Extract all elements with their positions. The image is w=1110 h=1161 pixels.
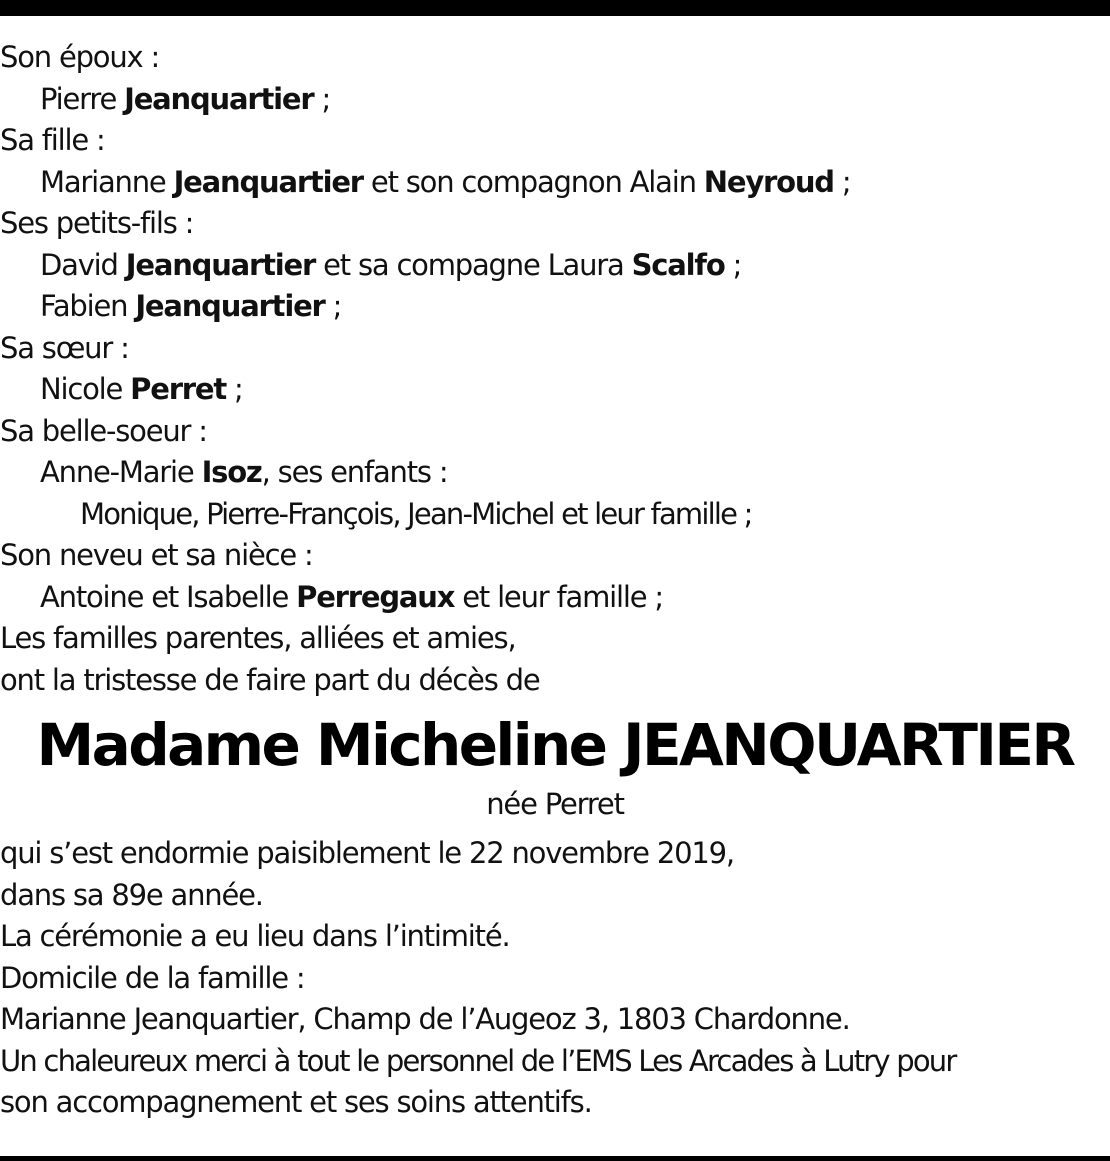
surname: Scalfo xyxy=(631,247,725,282)
closing-line: Un chaleureux merci à tout le personnel de l’EMS Les Arcades à Lutry pour xyxy=(0,1043,956,1078)
surname: Perret xyxy=(130,372,227,406)
closing-line: La cérémonie a eu lieu dans l’intimité. xyxy=(0,919,510,953)
surname: Jeanquartier xyxy=(125,247,316,282)
survivor-line: Nicole Perret ; xyxy=(40,372,243,406)
survivor-line: Pierre Jeanquartier ; xyxy=(40,81,331,116)
surname: Jeanquartier xyxy=(135,289,325,323)
closing-line: dans sa 89e année. xyxy=(0,877,263,912)
survivor-line: Anne-Marie Isoz, ses enfants : xyxy=(40,455,448,489)
relation-heading: Sa belle-soeur : xyxy=(0,413,207,448)
closing-line: Domicile de la famille : xyxy=(0,960,305,995)
surname: Perregaux xyxy=(296,579,455,614)
bottom-rule xyxy=(0,1156,1110,1161)
announcement-line: ont la tristesse de faire part du décès de xyxy=(0,662,540,697)
survivor-line: Fabien Jeanquartier ; xyxy=(40,289,342,323)
surname: Isoz xyxy=(201,455,262,489)
survivor-line: David Jeanquartier et sa compagne Laura Scalfo ; xyxy=(40,247,742,282)
surname: Jeanquartier xyxy=(124,81,314,116)
relation-heading: Son neveu et sa nièce : xyxy=(0,538,313,572)
families-line: Les familles parentes, alliées et amies, xyxy=(0,621,516,655)
relation-heading: Son époux : xyxy=(0,40,160,74)
top-rule xyxy=(0,0,1110,16)
family-address: Marianne Jeanquartier, Champ de l’Augeoz 3, 1803 Chardonne. xyxy=(0,1002,850,1036)
relation-heading: Ses petits-fils : xyxy=(0,206,194,240)
relation-heading: Sa sœur : xyxy=(0,330,129,365)
obituary-notice xyxy=(0,37,1110,1124)
decedent-name: Madame Micheline JEANQUARTIER xyxy=(36,711,1074,779)
relation-heading: Sa fille : xyxy=(0,123,105,157)
closing-line: son accompagnement et ses soins attentifs. xyxy=(0,1085,592,1119)
survivor-children-line: Monique, Pierre-François, Jean-Michel et leur famille ; xyxy=(80,496,752,531)
survivor-line: Marianne Jeanquartier et son compagnon Alain Neyroud ; xyxy=(40,164,851,199)
closing-line: qui s’est endormie paisiblement le 22 novembre 2019, xyxy=(0,836,734,870)
surname: Jeanquartier xyxy=(173,164,363,199)
maiden-name: née Perret xyxy=(486,787,624,821)
surname: Neyroud xyxy=(703,164,834,199)
survivor-line: Antoine et Isabelle Perregaux et leur famille ; xyxy=(40,579,663,614)
